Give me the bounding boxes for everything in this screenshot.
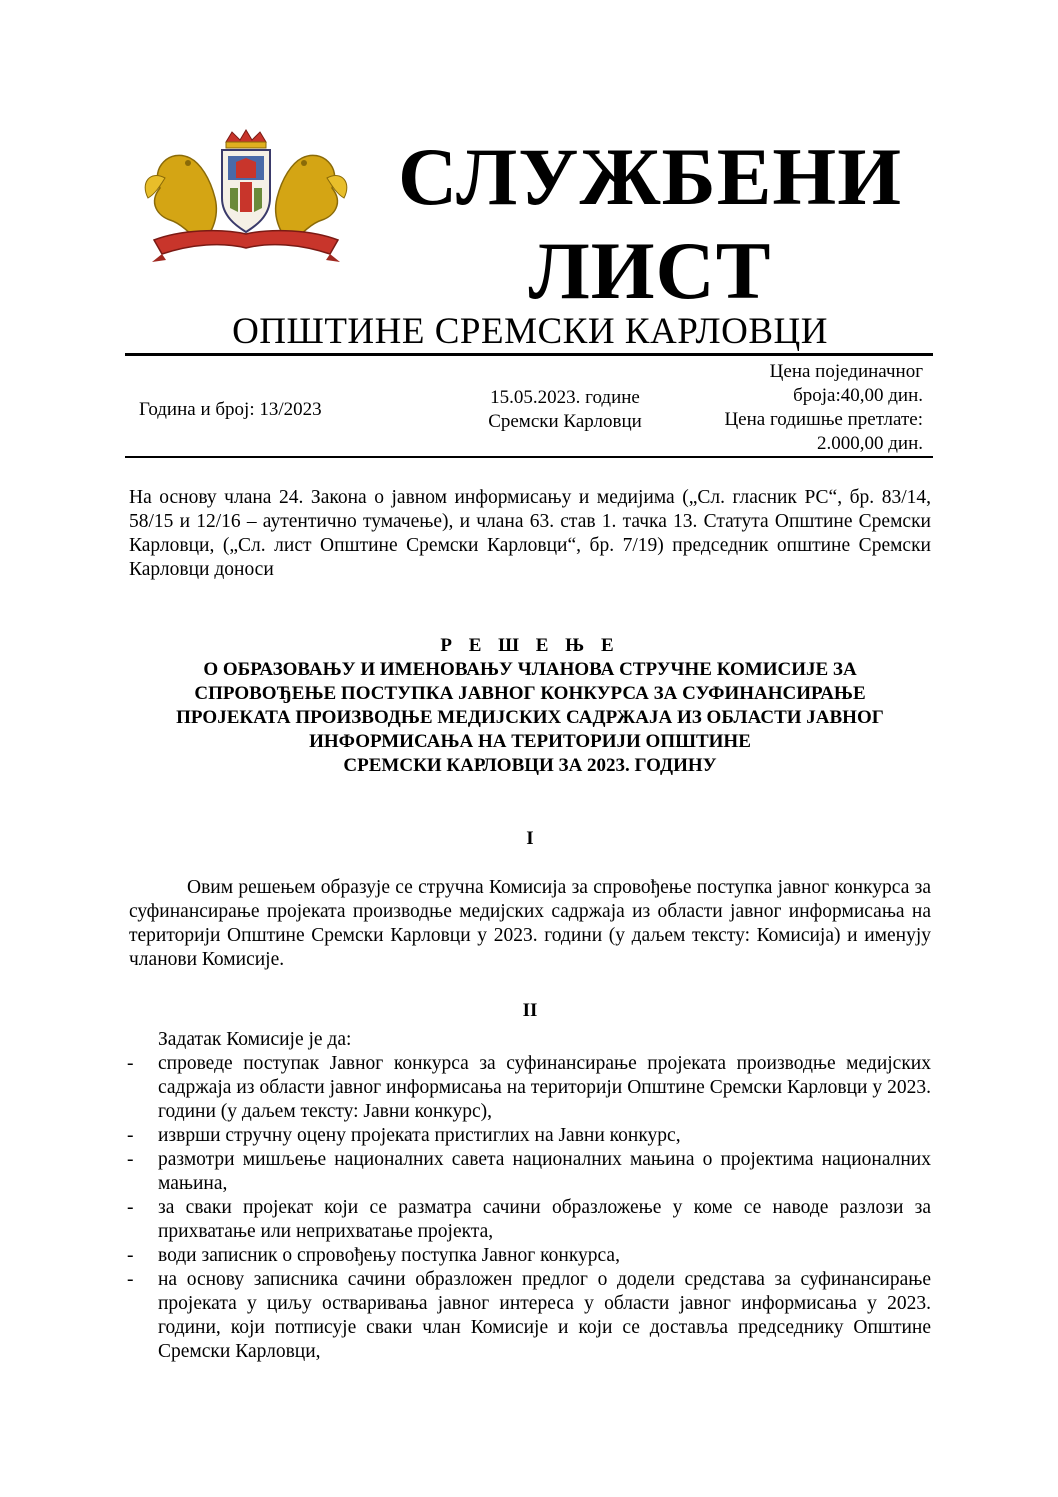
bullet-dash: - (127, 1197, 134, 1218)
decision-subject-line-3: ПРОЈЕКАТА ПРОИЗВОДЊЕ МЕДИЈСКИХ САДРЖАЈА ИЗ ОБЛАСТИ ЈАВНОГ (176, 707, 884, 728)
task-text: спроведе поступак Јавног конкурса за суфинансирање пројеката производње медијских садржаја из области јавног информисања на територији Општине Сремски Карловци у 2023. години (у даљем тексту: Јавни конкурс), (158, 1053, 931, 1122)
issue-place: Сремски Карловци (488, 411, 642, 432)
price-annual-value: 2.000,00 дин. (816, 433, 923, 454)
bullet-dash: - (127, 1125, 134, 1146)
decision-subject-line-4: ИНФОРМИСАЊА НА ТЕРИТОРИЈИ ОПШТИНЕ (309, 731, 751, 752)
price-annual-label: Цена годишње претлате: (724, 409, 923, 430)
bullet-dash: - (127, 1245, 134, 1266)
tasks-intro: Задатак Комисије је да: (158, 1029, 352, 1050)
header-rule-top (125, 353, 933, 356)
price-single-label: Цена појединачног (769, 361, 923, 382)
decision-heading: Р Е Ш Е Њ Е (440, 635, 620, 656)
task-text: изврши стручну оцену пројеката пристиглих на Јавни конкурс, (158, 1125, 681, 1146)
task-text: води записник о спровођењу поступка Јавног конкурса, (158, 1245, 620, 1266)
section-1-paragraph: Овим решењем образује се стручна Комисија за спровођење поступка јавног конкурса за суфинансирање пројеката производње медијских садржаја из области јавног информисања на територији Општине Сремски Карловци у 2023. години (у даљем тексту: Комисија) и именују чланови Комисије. (129, 877, 931, 970)
decision-subject-line-1: О ОБРАЗОВАЊУ И ИМЕНОВАЊУ ЧЛАНОВА СТРУЧНЕ КОМИСИЈЕ ЗА (203, 659, 857, 680)
issue-date-place (455, 386, 675, 434)
coat-of-arms-icon (140, 128, 352, 268)
task-text: за сваки пројекат који се разматра сачини образложење у коме се наводе разлози за прихватање или неприхватање пројекта, (158, 1197, 931, 1242)
list-item (125, 1244, 931, 1268)
preamble-paragraph: На основу члана 24. Закона о јавном информисању и медијима („Сл. гласник РС“, бр. 83/14, 58/15 и 12/16 – аутентично тумачење), и члана 63. став 1. тачка 13. Статута Општине Сремски Карловци, („Сл. лист Општине Сремски Карловци“, бр. 7/19) председник општине Сремски Карловци доноси (129, 487, 931, 580)
decision-title (129, 634, 931, 778)
bullet-dash: - (127, 1053, 134, 1074)
list-item (125, 1148, 931, 1196)
gazette-subtitle: ОПШТИНЕ СРЕМСКИ КАРЛОВЦИ (232, 311, 828, 352)
task-text: на основу записника сачини образложен предлог о додели средстава за суфинансирање пројеката у циљу остваривања јавног интереса у области јавног информисања у 2023. години, који потписује сваки члан Комисије и који се доставља председнику Општине Сремски Карловци, (158, 1269, 931, 1362)
title-line-1: СЛУЖБЕНИ (397, 131, 902, 222)
section-number-2: II (522, 1000, 538, 1021)
title-line-2: ЛИСТ (528, 225, 772, 316)
decision-subject-line-5: СРЕМСКИ КАРЛОВЦИ ЗА 2023. ГОДИНУ (343, 755, 717, 776)
list-item (125, 1052, 931, 1124)
issue-date: 15.05.2023. године (490, 387, 640, 408)
decision-subject-line-2: СПРОВОЂЕЊЕ ПОСТУПКА ЈАВНОГ КОНКУРСА ЗА СУФИНАНСИРАЊЕ (194, 683, 866, 704)
list-item (125, 1196, 931, 1244)
list-item (125, 1268, 931, 1364)
bullet-dash: - (127, 1149, 134, 1170)
issue-year-number: Година и број: 13/2023 (139, 399, 322, 420)
section-number-1: I (526, 828, 534, 849)
header-rule-bottom (125, 456, 933, 458)
task-text: размотри мишљење националних савета националних мањина о пројектима националних мањина, (158, 1149, 931, 1194)
gazette-title (380, 130, 920, 318)
price-single-value: броја:40,00 дин. (793, 385, 923, 406)
list-item (125, 1124, 931, 1148)
commission-task-list (125, 1052, 931, 1364)
issue-info-row (125, 360, 933, 456)
issue-prices (663, 360, 923, 456)
bullet-dash: - (127, 1269, 134, 1290)
